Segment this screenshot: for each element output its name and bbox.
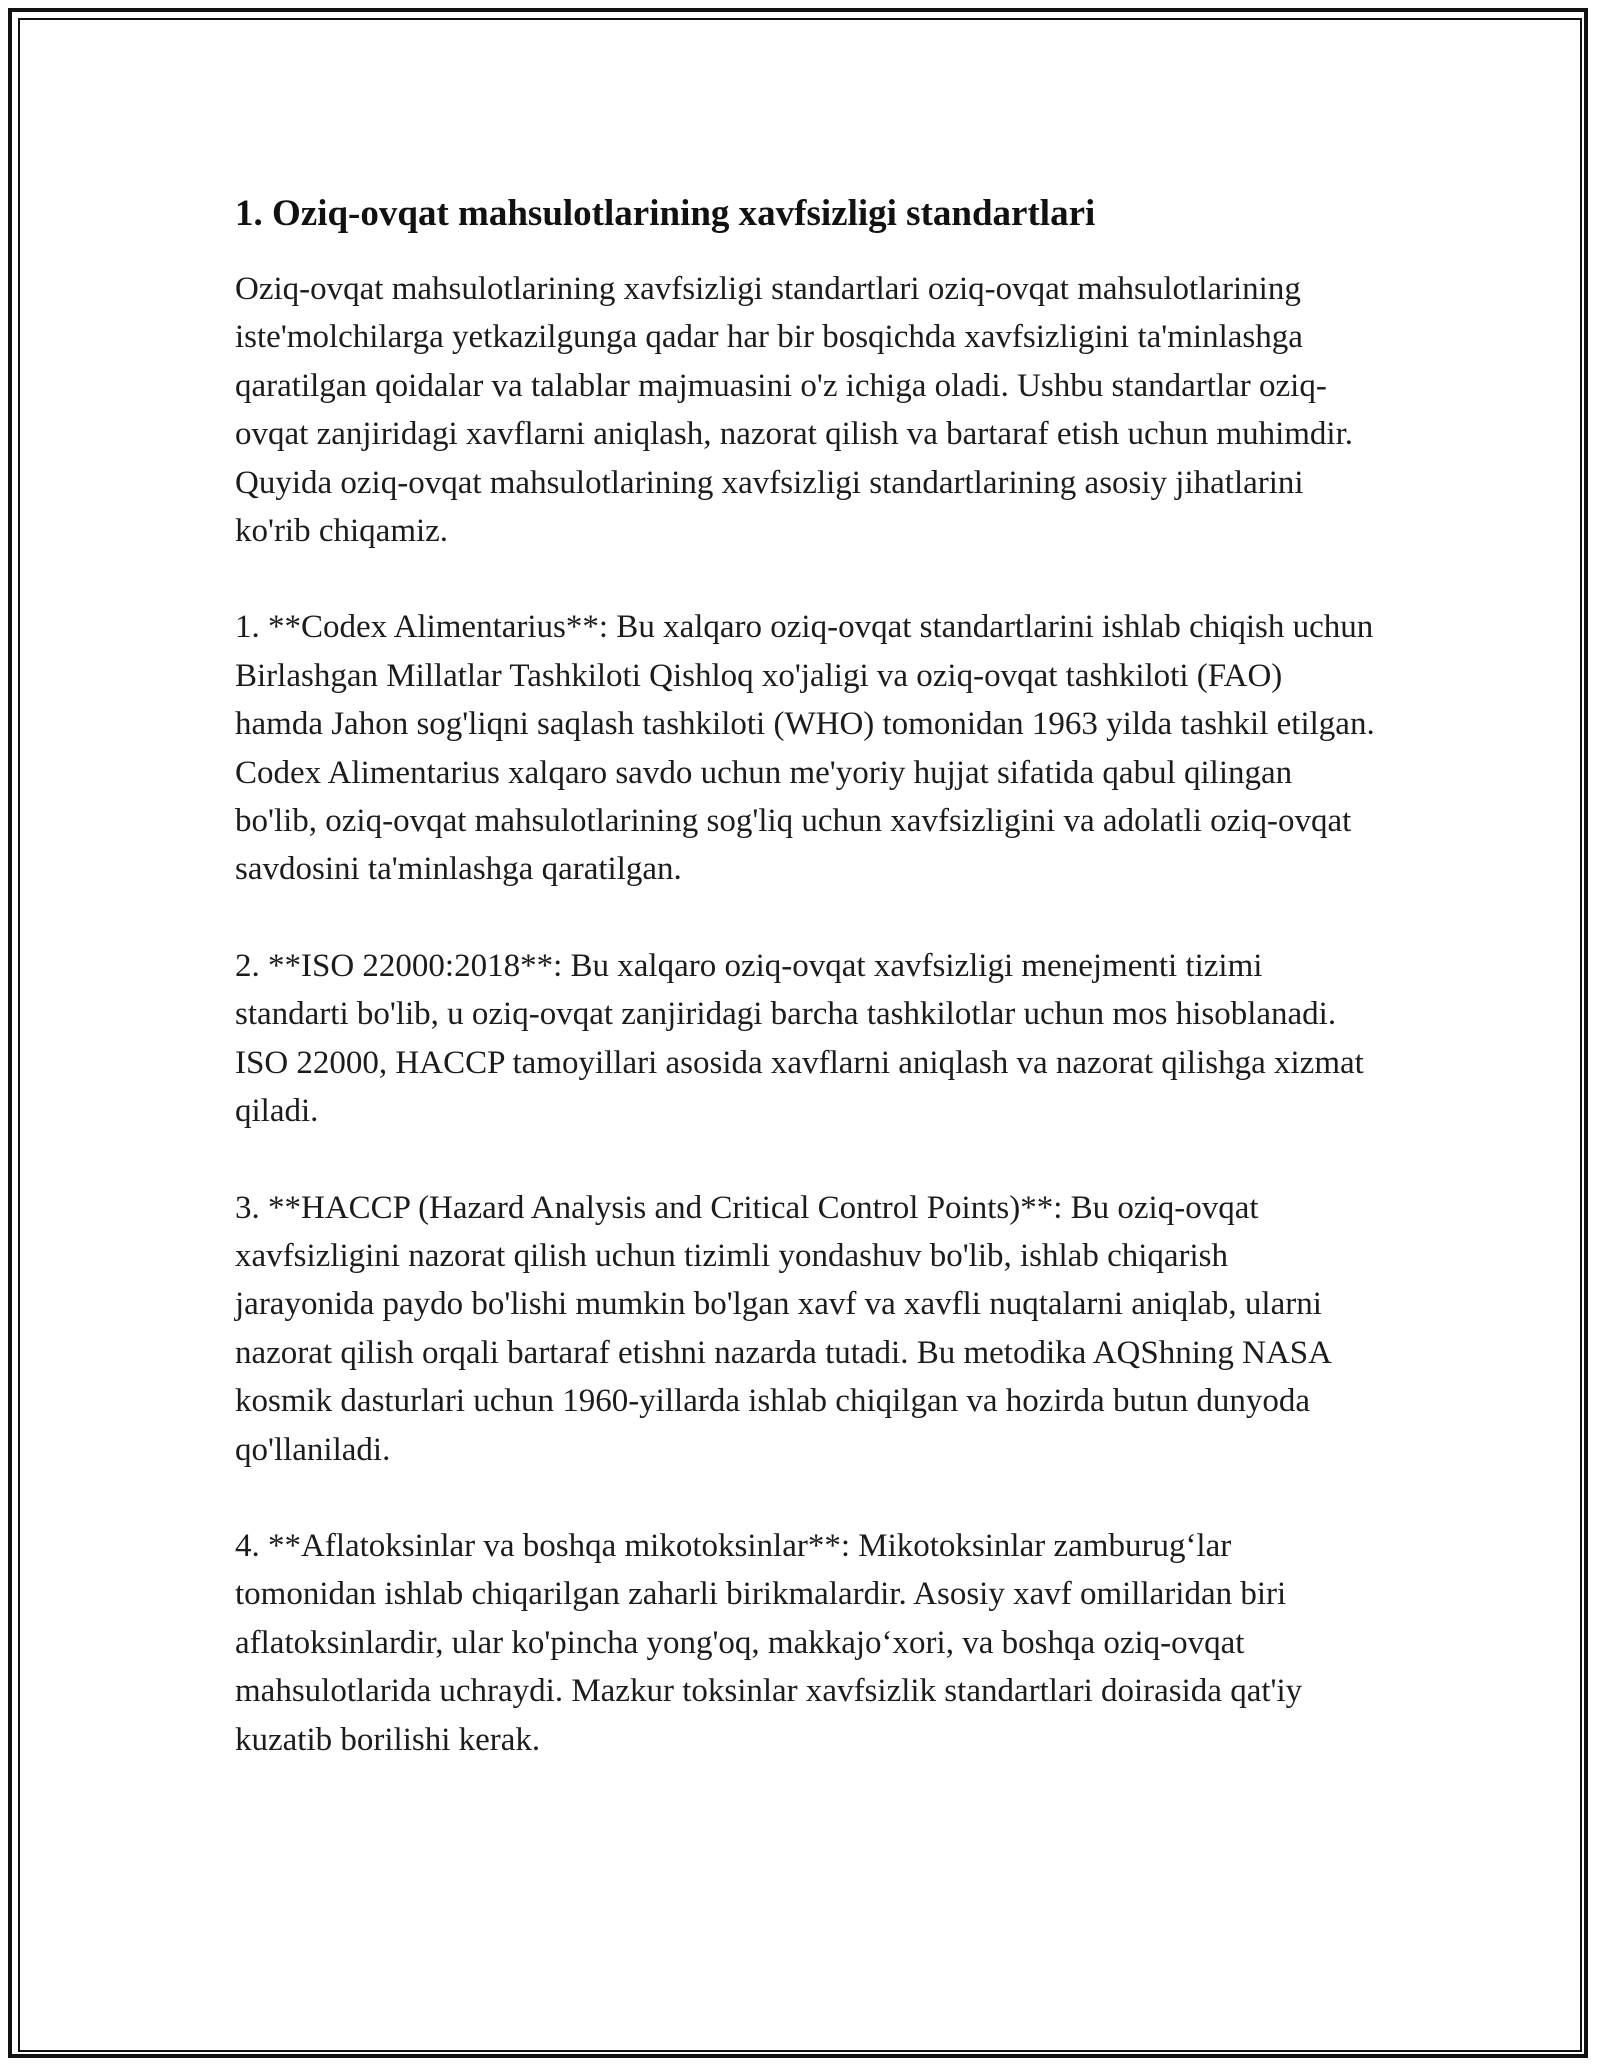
- iso-22000-paragraph: 2. **ISO 22000:2018**: Bu xalqaro oziq-ovqat xavfsizligi menejmenti tizimi standarti bo'lib, u oziq-ovqat zanjiridagi barcha tashkilotlar uchun mos hisoblanadi. ISO 22000, HACCP tamoyillari asosida xavflarni aniqlash va nazorat qilishga xizmat qiladi.: [235, 947, 1364, 1130]
- mycotoxins-paragraph: 4. **Aflatoksinlar va boshqa mikotoksinlar**: Mikotoksinlar zamburug‘lar tomonidan ishlab chiqarilgan zaharli birikmalardir. Asosiy xavf omillaridan biri aflatoksinlardir, ular ko'pincha yong'oq, makkajo‘xori, va boshqa oziq-ovqat mahsulotlarida uchraydi. Mazkur toksinlar xavfsizlik standartlari doirasida qat'iy kuzatib borilishi kerak.: [235, 1527, 1303, 1758]
- intro-paragraph: Oziq-ovqat mahsulotlarining xavfsizligi standartlari oziq-ovqat mahsulotlarining iste'molchilarga yetkazilgunga qadar har bir bosqichda xavfsizligini ta'minlashga qaratilgan qoidalar va talablar majmuasini o'z ichiga oladi. Ushbu standartlar oziq-ovqat zanjiridagi xavflarni aniqlash, nazorat qilish va bartaraf etish uchun muhimdir. Quyida oziq-ovqat mahsulotlarining xavfsizligi standartlarining asosiy jihatlarini ko'rib chiqamiz.: [235, 271, 1353, 550]
- codex-alimentarius-paragraph: 1. **Codex Alimentarius**: Bu xalqaro oziq-ovqat standartlarini ishlab chiqish uchun Birlashgan Millatlar Tashkiloti Qishloq xo'jaligi va oziq-ovqat tashkiloti (FAO) hamda Jahon sog'liqni saqlash tashkiloti (WHO) tomonidan 1963 yilda tashkil etilgan. Codex Alimentarius xalqaro savdo uchun me'yoriy hujjat sifatida qabul qilingan bo'lib, oziq-ovqat mahsulotlarining sog'liq uchun xavfsizligini va adolatli oziq-ovqat savdosini ta'minlashga qaratilgan.: [235, 609, 1375, 888]
- haccp-paragraph: 3. **HACCP (Hazard Analysis and Critical Control Points)**: Bu oziq-ovqat xavfsizligini nazorat qilish uchun tizimli yondashuv bo'lib, ishlab chiqarish jarayonida paydo bo'lishi mumkin bo'lgan xavf va xavfli nuqtalarni aniqlab, ularni nazorat qilish orqali bartaraf etishni nazarda tutadi. Bu metodika AQShning NASA kosmik dasturlari uchun 1960-yillarda ishlab chiqilgan va hozirda butun dunyoda qo'llaniladi.: [235, 1189, 1331, 1468]
- document-title: 1. Oziq-ovqat mahsulotlarining xavfsizligi standartlari: [235, 193, 1096, 234]
- document-body: [235, 185, 1375, 1812]
